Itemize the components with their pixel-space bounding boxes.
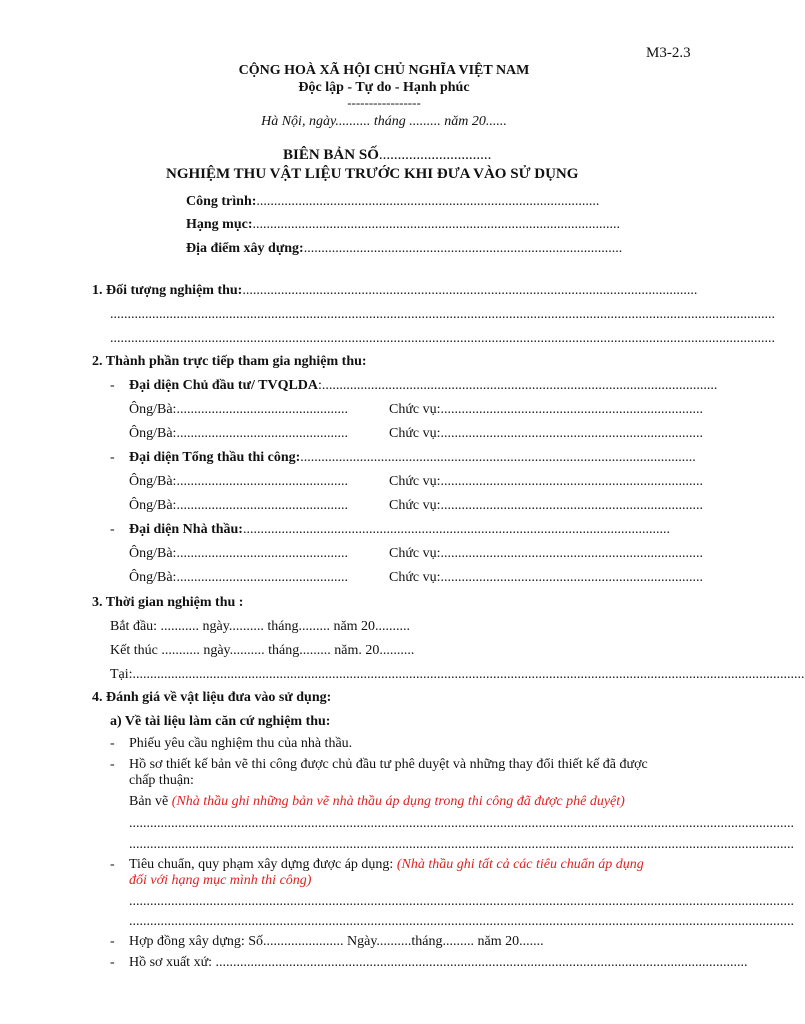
s4-item-5: Hồ sơ xuất xứ: ........................................................................................................................................................ bbox=[129, 955, 748, 970]
s2-group-1-label: Đại diện Chủ đầu tư/ TVQLDA bbox=[129, 378, 319, 393]
project-dia-diem bbox=[186, 240, 623, 258]
s4-sub-a: a) Về tài liệu làm căn cứ nghiệm thu: bbox=[110, 714, 331, 729]
s4-item-2-line-2: chấp thuận: bbox=[129, 773, 194, 788]
s2-group-1-line bbox=[129, 377, 718, 395]
s4-item-2-line-1: Hồ sơ thiết kế bản vẽ thi công được chủ đầu tư phê duyệt và những thay đổi thiết kế đã được bbox=[129, 757, 648, 772]
minutes-number-line bbox=[283, 147, 491, 164]
s4-banve-dots-2: .............................................................................................................................................................................................. bbox=[129, 837, 794, 852]
s2-group-1-person-2: Ông/Bà:................................................. bbox=[129, 426, 348, 441]
s1-dots-line-2: .............................................................................................................................................................................................. bbox=[110, 307, 775, 322]
s2-group-2-dash: - bbox=[110, 450, 115, 465]
s2-group-3-label: Đại diện Nhà thầu: bbox=[129, 522, 243, 537]
minutes-number-label: BIÊN BẢN SỐ bbox=[283, 147, 379, 163]
s2-group-3-line bbox=[129, 521, 702, 539]
s4-item-4: Hợp đồng xây dựng: Số....................... Ngày..........tháng......... năm 20....... bbox=[129, 934, 544, 949]
header-separator: ----------------- bbox=[347, 95, 421, 110]
cong-trinh-dots: .................................................................................................. bbox=[256, 194, 600, 209]
hang-muc-dots: ......................................................................................................... bbox=[252, 217, 620, 232]
s3-heading: 3. Thời gian nghiệm thu : bbox=[92, 595, 244, 610]
s4-item-5-dash: - bbox=[110, 955, 115, 970]
project-hang-muc bbox=[186, 216, 620, 234]
s2-group-3-dash: - bbox=[110, 522, 115, 537]
cong-trinh-label: Công trình: bbox=[186, 194, 257, 209]
s3-location: Tại:................................................................................................................................................................................................ bbox=[110, 667, 805, 682]
s2-group-3-person-2: Ông/Bà:................................................. bbox=[129, 570, 348, 585]
s2-group-1-dash: - bbox=[110, 378, 115, 393]
s1-heading-line bbox=[92, 282, 702, 300]
s4-item-1-dash: - bbox=[110, 736, 115, 751]
s4-banve-line bbox=[129, 793, 704, 811]
s1-dots-line-3: .............................................................................................................................................................................................. bbox=[110, 331, 775, 346]
s2-group-3-position-1: Chức vụ:........................................................................... bbox=[389, 546, 704, 561]
s2-group-3-position-2: Chức vụ:........................................................................... bbox=[389, 570, 704, 585]
motto: Độc lập - Tự do - Hạnh phúc bbox=[298, 80, 470, 95]
s4-item-3-dash: - bbox=[110, 857, 115, 872]
s4-banve-note: (Nhà thầu ghi những bản vẽ nhà thầu áp dụng trong thi công đã được phê duyệt) bbox=[171, 794, 625, 809]
s2-group-2-position-1: Chức vụ:........................................................................... bbox=[389, 474, 704, 489]
s2-group-1-dots: :................................................................................................................. bbox=[318, 378, 718, 393]
s4-item-4-dash: - bbox=[110, 934, 115, 949]
document-title: NGHIỆM THU VẬT LIỆU TRƯỚC KHI ĐƯA VÀO SỬ DỤNG bbox=[166, 166, 579, 182]
s2-group-3-dots: .......................................................................................................................... bbox=[242, 522, 670, 537]
hang-muc-label: Hạng mục: bbox=[186, 217, 253, 232]
s2-group-2-label: Đại diện Tổng thầu thi công: bbox=[129, 450, 301, 465]
s1-heading: 1. Đối tượng nghiệm thu: bbox=[92, 283, 243, 298]
s4-item-3-note-2: đối với hạng mục mình thi công) bbox=[129, 873, 312, 888]
s2-group-1-person-1: Ông/Bà:................................................. bbox=[129, 402, 348, 417]
s4-banve-dots-1: .............................................................................................................................................................................................. bbox=[129, 816, 794, 831]
s4-heading: 4. Đánh giá về vật liệu đưa vào sử dụng: bbox=[92, 690, 332, 705]
s2-group-1-position-1: Chức vụ:........................................................................... bbox=[389, 402, 704, 417]
nation-heading: CỘNG HOÀ XÃ HỘI CHỦ NGHĨA VIỆT NAM bbox=[238, 63, 530, 78]
s4-item-3-note-1: (Nhà thầu ghi tất cả các tiêu chuẩn áp dụng bbox=[396, 857, 644, 872]
s4-banve-label: Bản vẽ bbox=[129, 794, 169, 809]
s2-group-2-dots: ................................................................................................................. bbox=[300, 450, 696, 465]
s2-group-2-position-2: Chức vụ:........................................................................... bbox=[389, 498, 704, 513]
minutes-number-dots: .............................. bbox=[378, 147, 492, 163]
s2-group-1-position-2: Chức vụ:........................................................................... bbox=[389, 426, 704, 441]
s2-group-3-person-1: Ông/Bà:................................................. bbox=[129, 546, 348, 561]
s3-end: Kết thúc ........... ngày.......... tháng......... năm. 20.......... bbox=[110, 643, 415, 658]
s4-item-3-dots-2: .............................................................................................................................................................................................. bbox=[129, 914, 794, 929]
s2-group-2-person-1: Ông/Bà:................................................. bbox=[129, 474, 348, 489]
s2-group-2-line bbox=[129, 449, 702, 467]
s4-item-1: Phiếu yêu cầu nghiệm thu của nhà thầu. bbox=[129, 736, 353, 751]
form-code: M3-2.3 bbox=[646, 45, 691, 61]
s1-dots-1: .................................................................................................................................. bbox=[242, 283, 698, 298]
dia-diem-label: Địa điểm xây dựng: bbox=[186, 241, 304, 256]
s4-item-2-dash: - bbox=[110, 757, 115, 772]
place-date: Hà Nội, ngày.......... tháng ......... năm 20...... bbox=[261, 114, 507, 129]
s4-item-3-label: Tiêu chuẩn, quy phạm xây dựng được áp dụng: bbox=[129, 857, 394, 872]
dia-diem-dots: ........................................................................................... bbox=[303, 241, 623, 256]
project-cong-trinh bbox=[186, 193, 616, 211]
s4-item-3-dots-1: .............................................................................................................................................................................................. bbox=[129, 894, 794, 909]
s2-group-2-person-2: Ông/Bà:................................................. bbox=[129, 498, 348, 513]
s2-heading: 2. Thành phần trực tiếp tham gia nghiệm thu: bbox=[92, 354, 367, 369]
s3-start: Bắt đầu: ........... ngày.......... tháng......... năm 20.......... bbox=[110, 619, 411, 634]
